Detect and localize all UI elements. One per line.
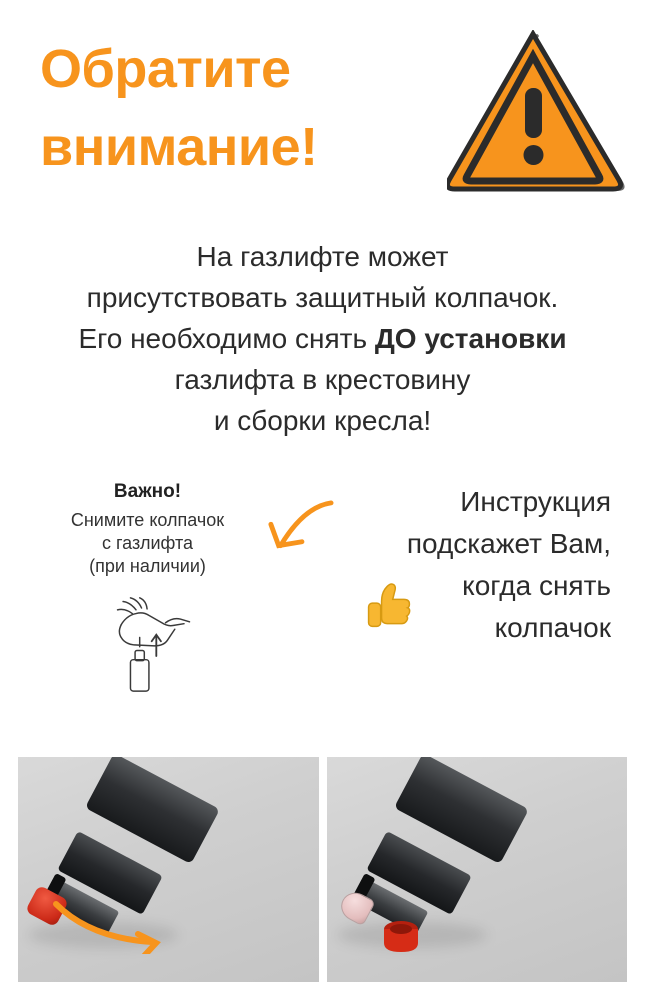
hand-removing-cap-icon (40, 590, 255, 700)
instruction-block (345, 481, 627, 649)
removed-cap-red (377, 918, 419, 954)
paragraph-line-3-text: Его необходимо снять (78, 322, 375, 354)
paragraph-line-4: газлифта в крестовину (174, 363, 471, 395)
main-paragraph (0, 237, 645, 441)
warning-triangle-exclamation-icon (447, 30, 627, 195)
note-title: Важно! (113, 481, 182, 503)
note-line-3: (при наличии) (89, 556, 206, 577)
header (0, 0, 645, 215)
paragraph-line-5: и сборки кресла! (213, 404, 432, 436)
page-title-line-1: Обратите (40, 39, 291, 99)
paragraph-line-3 (14, 319, 631, 360)
paragraph-line-2: присутствовать защитный колпачок. (86, 281, 559, 313)
gas-lift-cap-removed (327, 757, 628, 982)
instruction-line-4: колпачок (494, 612, 611, 644)
instruction-line-3: когда снять (462, 570, 611, 602)
note-line-1: Снимите колпачок (70, 510, 225, 531)
instruction-line-1: Инструкция (460, 486, 611, 518)
paragraph-line-3-emphasis: ДО установки (374, 322, 567, 354)
gas-lift-with-red-cap (18, 757, 319, 982)
photo-strip (18, 757, 627, 982)
page-title-line-2: внимание! (40, 117, 318, 178)
photo-arrow-icon (52, 894, 172, 954)
note-line-2: с газлифта (101, 533, 194, 554)
thumbs-up-icon (363, 579, 415, 638)
middle-section (0, 481, 645, 731)
page-title (40, 30, 440, 187)
instruction-line-2: подскажет Вам, (406, 528, 611, 560)
note-block (40, 481, 255, 700)
curved-arrow-left-icon (255, 481, 345, 567)
paragraph-line-1: На газлифте может (196, 241, 449, 272)
